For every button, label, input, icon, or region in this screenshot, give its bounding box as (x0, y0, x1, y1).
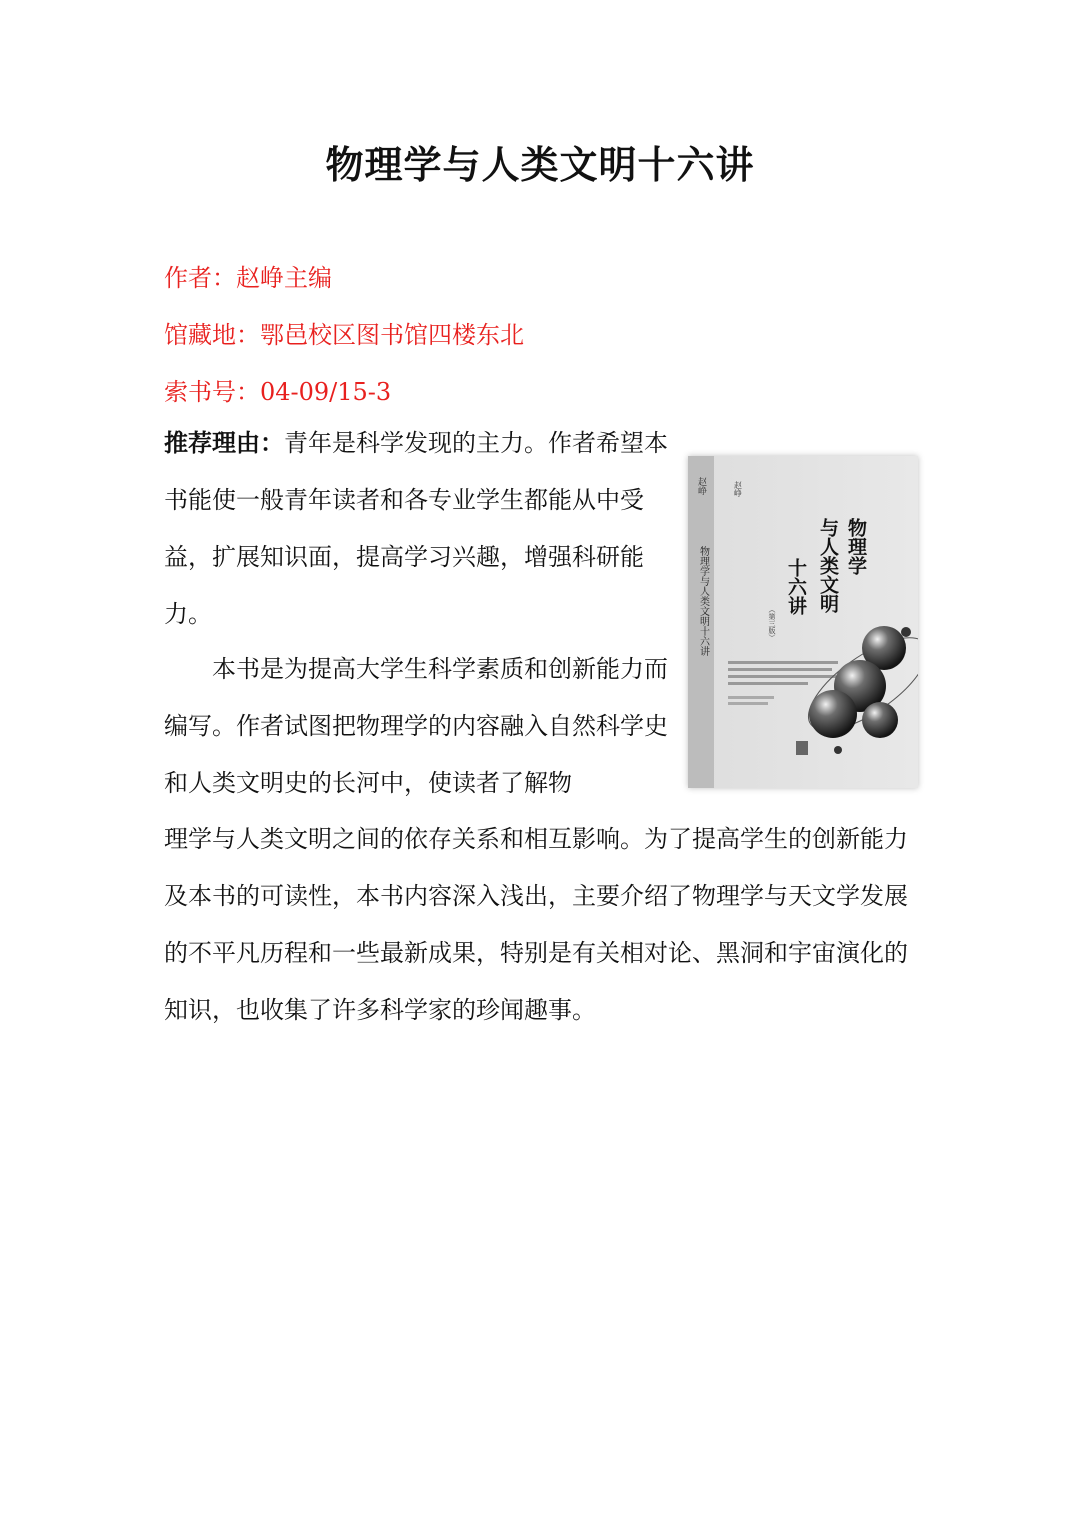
location-line: 馆藏地：鄂邑校区图书馆四楼东北 (164, 321, 524, 349)
page-title: 物理学与人类文明十六讲 (325, 142, 755, 187)
author-line: 作者：赵峥主编 (164, 264, 332, 292)
cover-spine-title: 物理学与人类文明十六讲 (697, 546, 709, 656)
cover-author: 赵峥 (733, 481, 743, 497)
recommendation-text: 青年是科学发现的主力。作者希望本书能使一般青年读者和各专业学生都能从中受益，扩展知识面，提高学习兴趣，增强科研能力。 (164, 429, 668, 628)
cover-edition: （第三版） (768, 606, 776, 641)
call-number-line: 索书号：04-09/15-3 (164, 378, 392, 406)
recommendation-label: 推荐理由： (164, 428, 284, 457)
cover-title-line-3: 十六讲 (785, 558, 807, 615)
cover-spine-author: 赵峥 (696, 477, 706, 495)
recommendation-paragraph (164, 414, 679, 643)
description-paragraph-part1: 本书是为提高大学生科学素质和创新能力而编写。作者试图把物理学的内容融入自然科学史和人类文明史的长河中，使读者了解物 (164, 655, 668, 797)
cover-title-line-1: 物理学 (845, 518, 867, 575)
cover-title-line-2: 与人类文明 (817, 518, 839, 613)
description-paragraph-part2: 理学与人类文明之间的依存关系和相互影响。为了提高学生的创新能力及本书的可读性，本书内容深入浅出，主要介绍了物理学与天文学发展的不平凡历程和一些最新成果，特别是有关相对论、黑洞和宇宙演化的知识，也收集了许多科学家的珍闻趣事。 (164, 825, 908, 1024)
book-cover-image (688, 456, 918, 788)
